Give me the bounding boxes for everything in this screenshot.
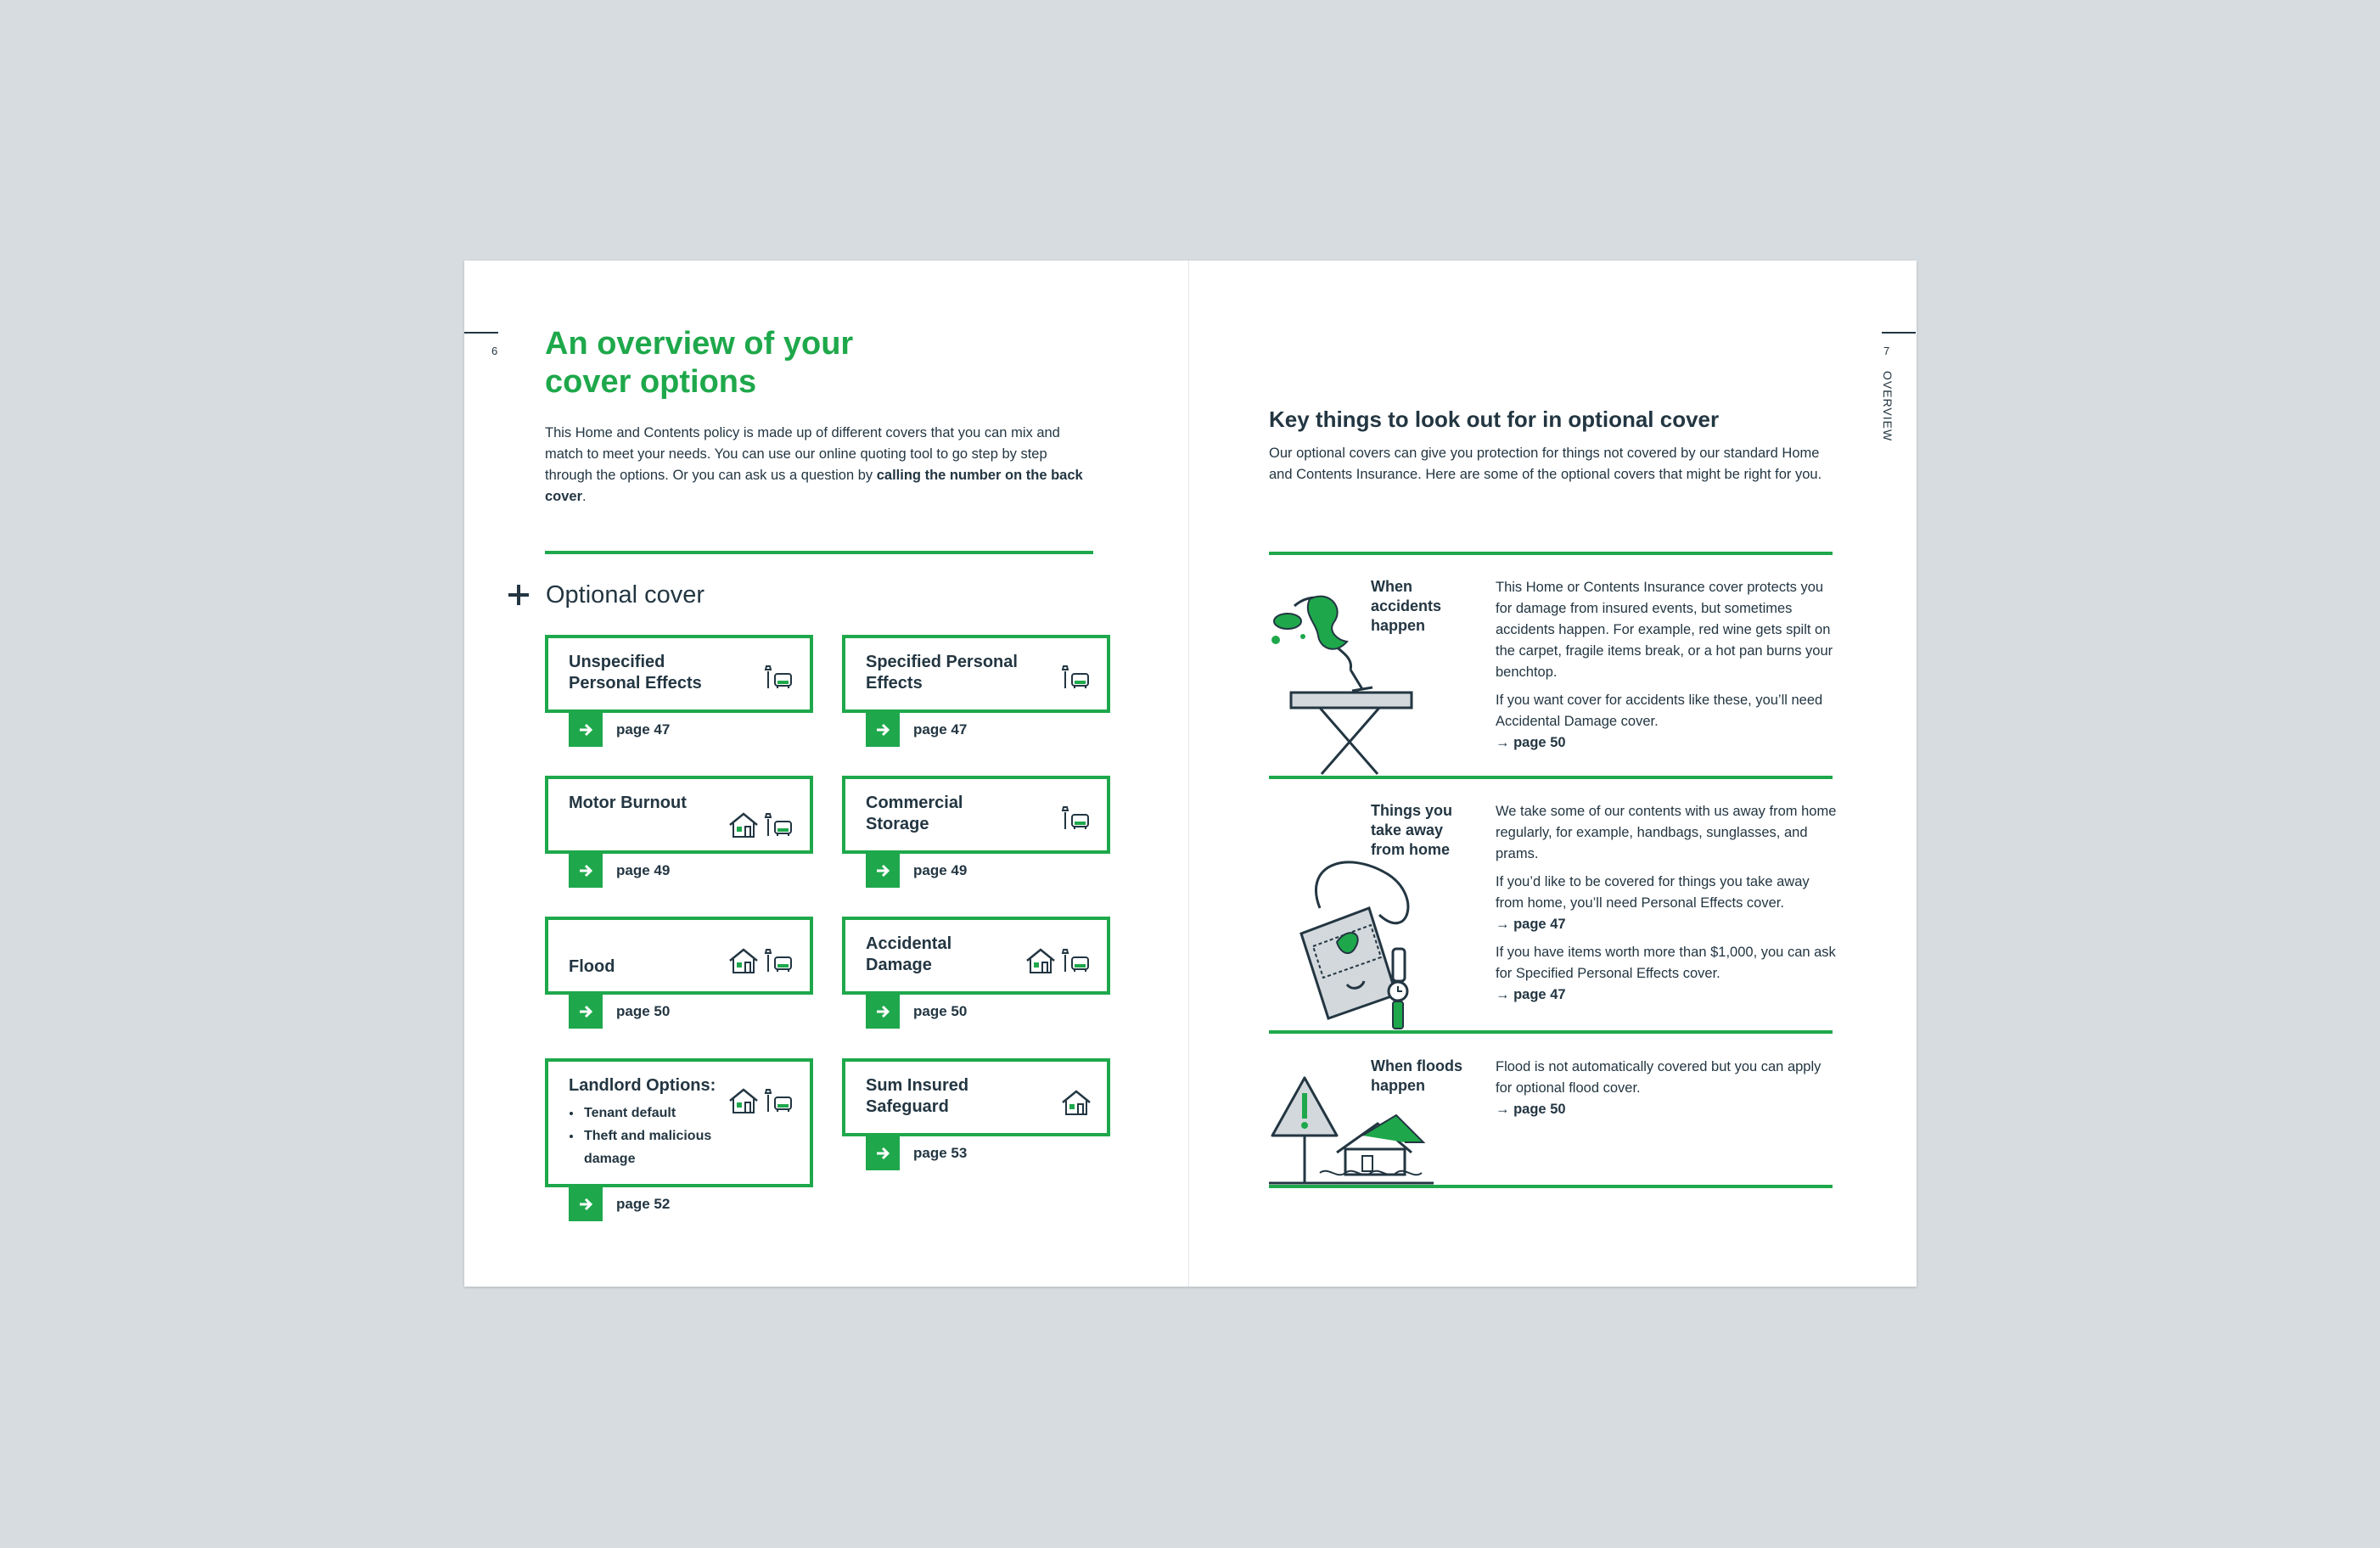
bullet-item: • Tenant default [582, 1102, 725, 1125]
plus-icon [508, 585, 529, 605]
row-divider [1269, 1030, 1833, 1034]
arrow-right-icon: → [1496, 1102, 1510, 1117]
contents-icon [1061, 803, 1092, 833]
card-title: Sum Insured Safeguard [866, 1076, 969, 1116]
page-link[interactable] [569, 995, 813, 1029]
page-ref: page 47 [1513, 917, 1566, 932]
card-box [545, 1058, 813, 1187]
page-link[interactable] [1496, 1099, 1839, 1120]
page-ref: page 50 [1513, 735, 1566, 750]
page-ref: page 47 [1513, 987, 1566, 1002]
right-page-intro: Our optional covers can give you protection for things not covered by our standard Home and Contents Insurance. Here are some of the optional covers that might be right for you. [1269, 446, 1822, 482]
row-paragraph: If you’d like to be covered for things you take away from home, you’ll need Personal Effects cover. [1496, 874, 1810, 911]
row-body [1496, 1057, 1839, 1120]
page-ref: page 49 [913, 862, 968, 878]
home-icon [1061, 1087, 1092, 1118]
card-box [545, 917, 813, 995]
arrow-right-icon [569, 854, 603, 888]
page-ref: page 50 [616, 1003, 671, 1019]
row-divider [1269, 552, 1833, 555]
card-icons [728, 1085, 794, 1116]
arrow-right-icon [866, 854, 900, 888]
page-link[interactable] [866, 995, 1110, 1029]
card-title: Landlord Options: [569, 1076, 716, 1095]
page-number-left: 6 [491, 345, 498, 357]
card-box [842, 776, 1110, 854]
bullet-item: • Theft and malicious damage [582, 1125, 725, 1170]
card-box [842, 917, 1110, 995]
row-heading: Things you take away from home [1371, 802, 1452, 858]
page-ref: page 49 [616, 862, 671, 878]
card-title: Accidental Damage [866, 934, 952, 974]
home-icon [728, 1085, 759, 1116]
row-paragraph: We take some of our contents with us away from home regularly, for example, handbags, sunglasses, and prams. [1496, 804, 1837, 861]
arrow-right-icon: → [1496, 735, 1510, 750]
card-icons [1025, 945, 1092, 976]
page-number-right: 7 [1883, 345, 1890, 357]
page-ref: page 47 [616, 721, 671, 738]
page-link[interactable] [866, 854, 1110, 888]
row-heading: When accidents happen [1371, 578, 1442, 634]
contents-icon [1061, 662, 1092, 693]
row-divider [1269, 776, 1833, 779]
arrow-right-icon: → [1496, 987, 1510, 1002]
row-divider [1269, 1185, 1833, 1188]
card-box [545, 776, 813, 854]
page-link[interactable] [1496, 732, 1839, 754]
section-title: Optional cover [546, 580, 704, 609]
cover-card-accidental-damage[interactable] [842, 917, 1110, 1029]
page-link[interactable] [569, 713, 813, 747]
page-tick-left [464, 332, 498, 334]
intro-end: . [582, 489, 587, 504]
arrow-right-icon [866, 713, 900, 747]
card-title: Specified Personal Effects [866, 653, 1018, 693]
arrow-right-icon [866, 1136, 900, 1170]
divider-rule [545, 551, 1093, 554]
page-ref: page 52 [616, 1196, 671, 1212]
cover-card-motor-burnout[interactable] [545, 776, 813, 888]
intro-strong-text: calling the number on the back cover [545, 468, 1083, 504]
page-ref: page 50 [913, 1003, 968, 1019]
intro-text: This Home and Contents policy is made up of different covers that you can mix and match to meet your needs. You can use our online quoting tool to go step by step through the options. Or you can ask us a question by [545, 425, 1060, 483]
page-ref: page 50 [1513, 1102, 1566, 1117]
card-box [842, 635, 1110, 713]
cover-card-landlord-options[interactable] [545, 1058, 813, 1221]
card-icons [1061, 1087, 1092, 1118]
card-icons [764, 662, 794, 693]
page-link[interactable] [1496, 914, 1839, 935]
cover-card-unspecified-personal-effects[interactable] [545, 635, 813, 747]
row-body [1496, 577, 1839, 754]
page-link[interactable] [1496, 984, 1839, 1006]
page-title [545, 325, 1054, 401]
card-icons [728, 810, 794, 840]
page-ref: page 47 [913, 721, 968, 738]
card-icons [728, 945, 794, 976]
contents-icon [764, 945, 794, 976]
card-box [545, 635, 813, 713]
right-page-title: Key things to look out for in optional cover [1269, 407, 1720, 432]
intro-paragraph [545, 423, 1097, 508]
section-side-label: OVERVIEW [1881, 371, 1894, 442]
page-tick-right [1882, 332, 1916, 334]
page-link[interactable] [866, 713, 1110, 747]
contents-icon [764, 810, 794, 840]
card-icons [1061, 803, 1092, 833]
row-paragraph: This Home or Contents Insurance cover protects you for damage from insured events, but sometimes accidents happen. For example, red wine gets spilt on the carpet, fragile items break, or a hot pan burns your benchtop. [1496, 580, 1833, 680]
page-link[interactable] [569, 854, 813, 888]
row-paragraph: Flood is not automatically covered but you can apply for optional flood cover. [1496, 1059, 1821, 1096]
arrow-right-icon [569, 1187, 603, 1221]
landlord-bullets [569, 1102, 725, 1170]
brochure-spread [464, 261, 1917, 1287]
row-heading: When floods happen [1371, 1057, 1462, 1094]
row-paragraph: If you want cover for accidents like these, you’ll need Accidental Damage cover. [1496, 693, 1823, 729]
card-title: Flood [569, 957, 615, 976]
title-line-1: An overview of your [545, 326, 854, 362]
contents-icon [764, 662, 794, 693]
card-title: Commercial Storage [866, 794, 963, 833]
cover-card-specified-personal-effects[interactable] [842, 635, 1110, 747]
arrow-right-icon [866, 995, 900, 1029]
card-title: Motor Burnout [569, 794, 687, 812]
arrow-right-icon [569, 995, 603, 1029]
cover-card-flood[interactable] [545, 917, 813, 1029]
page-gutter [1188, 261, 1189, 1287]
card-icons [1061, 662, 1092, 693]
home-icon [728, 810, 759, 840]
handbag-and-watch-illustration [1269, 849, 1422, 1035]
home-icon [1025, 945, 1056, 976]
arrow-right-icon [569, 713, 603, 747]
page-link[interactable] [866, 1136, 1110, 1170]
contents-icon [1061, 945, 1092, 976]
page-link[interactable] [569, 1187, 813, 1221]
card-title: Unspecified Personal Effects [569, 653, 702, 693]
section-heading [508, 578, 704, 612]
arrow-right-icon: → [1496, 917, 1510, 932]
page-ref: page 53 [913, 1145, 968, 1161]
home-icon [728, 945, 759, 976]
row-body [1496, 801, 1839, 1006]
card-box [842, 1058, 1110, 1136]
contents-icon [764, 1085, 794, 1116]
title-line-2: cover options [545, 364, 757, 400]
cover-card-sum-insured-safeguard[interactable] [842, 1058, 1110, 1170]
row-paragraph: If you have items worth more than $1,000, you can ask for Specified Personal Effects cover. [1496, 945, 1836, 981]
cover-card-commercial-storage[interactable] [842, 776, 1110, 888]
